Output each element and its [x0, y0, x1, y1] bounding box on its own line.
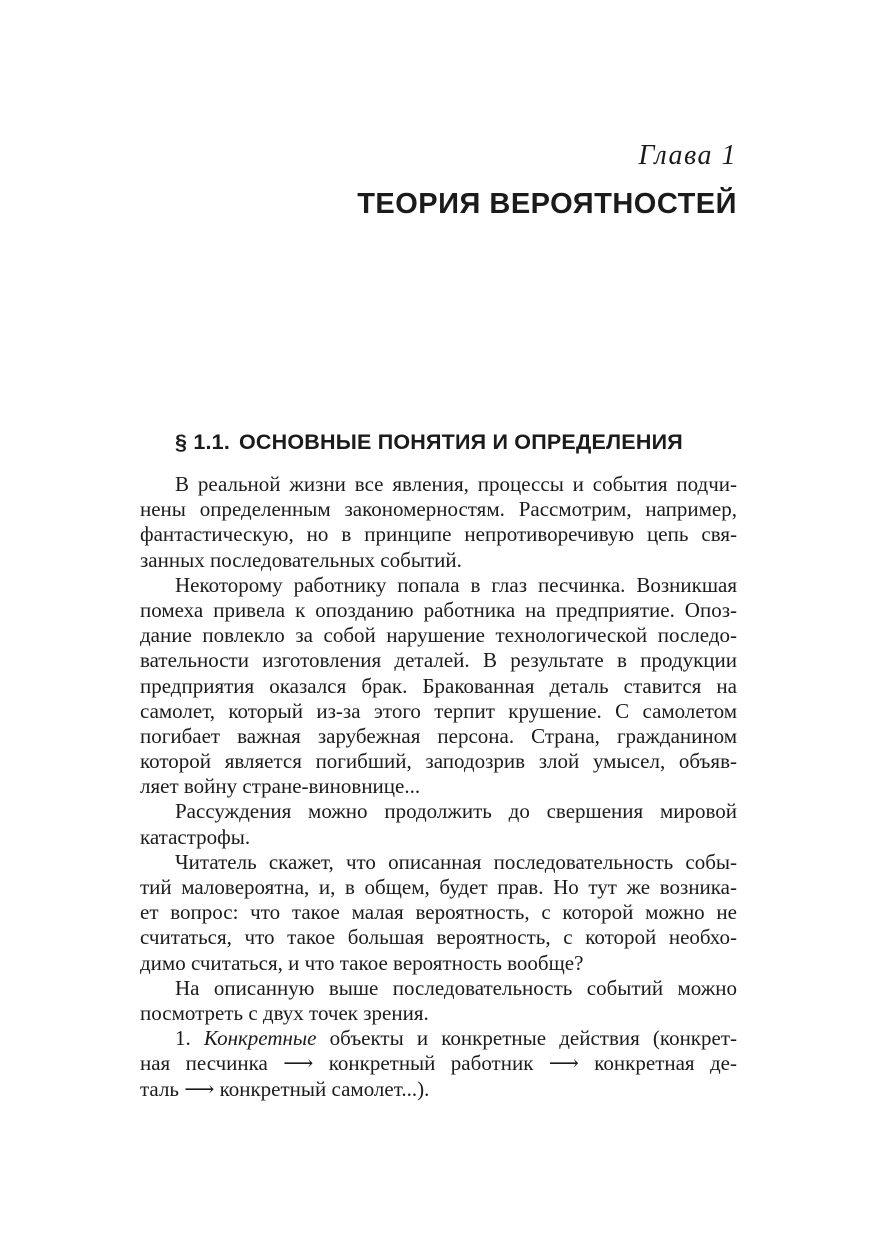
section-number: § 1.1. — [175, 430, 230, 454]
paragraph — [140, 976, 737, 1026]
paragraph-line: занных последовательных событий. — [140, 547, 462, 572]
paragraph-line: нены определенным закономерностям. Рассмотрим, например, — [140, 497, 737, 522]
paragraph-line: фантастическую, но в принципе непротиворечивую цепь свя- — [140, 522, 737, 547]
paragraph — [140, 573, 737, 800]
paragraph-line: ная песчинка ⟶ конкретный работник ⟶ конкретная де- — [140, 1051, 737, 1076]
paragraph-line: предприятия оказался брак. Бракованная деталь ставится на — [140, 673, 737, 698]
chapter-head — [140, 141, 737, 220]
paragraph-line: На описанную выше последовательность событий можно — [175, 975, 737, 1000]
paragraph-line: катастрофы. — [140, 824, 251, 849]
paragraph — [140, 1026, 737, 1102]
chapter-title: ТЕОРИЯ ВЕРОЯТНОСТЕЙ — [357, 188, 737, 220]
paragraph-line: Рассуждения можно продолжить до свершения мировой — [175, 799, 737, 824]
paragraph-line: помеха привела к опозданию работника на предприятие. Опоз- — [140, 597, 737, 622]
paragraph-line: ет вопрос: что такое малая вероятность, с которой можно не — [140, 900, 737, 925]
paragraph-line: ляет войну стране-виновнице... — [140, 774, 421, 799]
paragraph-line: таль ⟶ конкретный самолет...). — [140, 1076, 430, 1101]
paragraph-line: Некоторому работнику попала в глаз песчинка. Возникшая — [175, 572, 737, 597]
paragraph-line: Читатель скажет, что описанная последовательность собы- — [175, 849, 737, 874]
chapter-label: Глава 1 — [638, 140, 737, 171]
paragraph-line: погибает важная зарубежная персона. Страна, гражданином — [140, 723, 737, 748]
paragraph — [140, 799, 737, 849]
paragraph-line: которой является погибший, заподозрив злой умысел, объяв- — [140, 749, 737, 774]
paragraph-line: дание повлекло за собой нарушение технологической последо- — [140, 623, 737, 648]
paragraph-line: димо считаться, и что такое вероятность вообще? — [140, 950, 584, 975]
paragraph-line: 1. Конкретные объекты и конкретные действия (конкрет- — [175, 1026, 737, 1051]
section-heading — [175, 429, 683, 455]
paragraph-line: тий маловероятна, и, в общем, будет прав. Но тут же возника- — [140, 875, 737, 899]
paragraph-line: В реальной жизни все явления, процессы и события подчи- — [175, 472, 737, 496]
paragraph-line: вательности изготовления деталей. В результате в продукции — [140, 648, 737, 673]
section-title: ОСНОВНЫЕ ПОНЯТИЯ И ОПРЕДЕЛЕНИЯ — [239, 430, 683, 454]
paragraph — [140, 850, 737, 976]
paragraph-line: самолет, который из-за этого терпит крушение. С самолетом — [140, 698, 737, 723]
body-text — [140, 472, 737, 1102]
paragraph-line: считаться, что такое большая вероятность, с которой необхо- — [140, 925, 737, 950]
paragraph-line: посмотреть с двух точек зрения. — [140, 1000, 429, 1025]
paragraph — [140, 472, 737, 573]
